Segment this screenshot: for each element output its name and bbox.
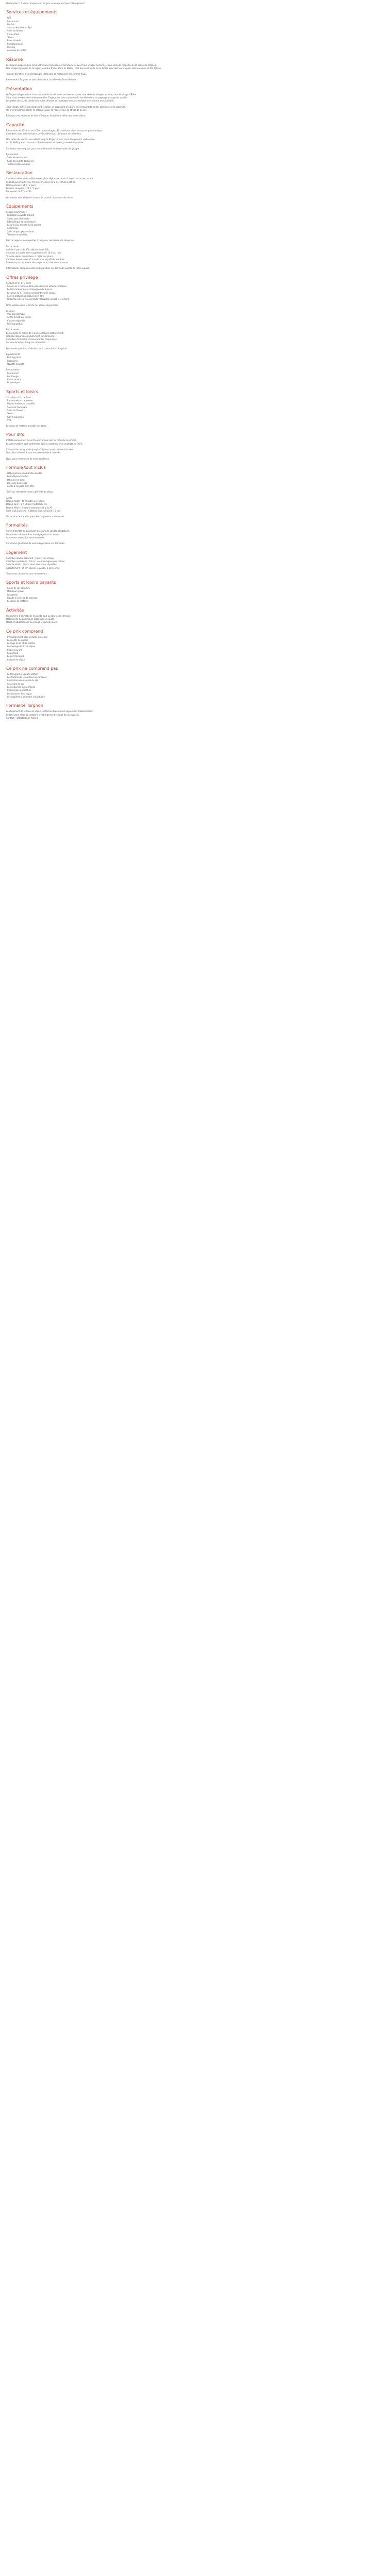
section-title-offres: Offres privilège [6,275,38,280]
list-item: La taxe de séjour [7,658,25,661]
paragraph: L'annulation est gratuite jusqu'à 30 jours avant la date d'arrivée. [6,448,74,451]
paragraph-note: Conditions générales de vente disponibles sur demande. [6,542,65,545]
section-title-services: Services et équipements [6,10,58,15]
list-item: Piscine [7,23,14,26]
list-item: Bibliothèque et coin lecture [7,220,36,223]
list-item: Parapente [7,593,18,596]
intro-description: Description fr à venir composteur / Ce prix ne comprend pas l'hébergement [6,2,85,5]
list-item: Moniteurs privés [7,590,25,593]
paragraph: Chambres avec salle de bains privée, télévision, téléphone et coffre-fort. [6,132,82,135]
list-item: Parking privé [7,356,21,359]
list-item: Cuisine régionale [7,319,25,322]
list-item: Petit-déjeuner buffet [7,475,29,478]
list-item: Bagagerie [7,359,18,362]
section-title-restauration: Restauration [6,171,32,176]
list-item: Parking [7,45,15,48]
list-item: Déjeuner et dîner [7,478,26,481]
paragraph-note: Tarifs sur demande selon la période de séjour. [6,490,54,494]
list-item: Le ménage de fin de séjour [7,645,36,648]
section-title-sports-payants: Sports et loisirs payants [6,580,56,585]
paragraph: Depuis Turin : 1 h 30 par l'autoroute A5. [6,503,48,506]
paragraph-note: Location de matériel possible sur place. [6,425,47,428]
list-item: Vue panoramique [7,313,26,316]
list-item: Restaurant [7,20,19,23]
paragraph: Une pièce d'identité vous sera demandée à l'arrivée. [6,451,61,454]
paragraph: Depuis Milan : 2 h par l'autoroute A4 puis A5. [6,506,53,509]
list-item: Terrasse ensoleillée [7,233,28,236]
section-title-pour-info: Pour info [6,432,25,437]
list-item: Entrée gratuite à l'espace bien-être. [7,294,45,297]
paragraph: Espaces communs : [6,210,27,213]
list-item: Les boissons hors repas [7,692,32,695]
list-item: Tennis [7,412,14,415]
paragraph-note: Les menus sont élaborés à partir de produits locaux et de saison. [6,196,74,199]
list-item: Les petits-déjeuners [7,638,28,641]
paragraph: Torgnon bénéficie d'un climat alpin idéal pour se ressourcer été comme hiver. [6,73,87,76]
paragraph-note: Prêt de luges et de raquettes à neige sur demande à la réception. [6,239,75,242]
paragraph-note: Contactez notre équipe pour toute demande de réservation de groupe. [6,147,80,150]
list-item: Les forfaits de remontées mécaniques [7,676,47,679]
paragraph: Assurance annulation recommandée. [6,536,45,539]
list-item: Location de matériel [7,600,29,603]
section-title-ce-prix-not: Ce prix ne comprend pas [6,666,58,671]
sub-heading: Épuisement [6,153,19,156]
list-item: Restaurant [7,371,19,375]
list-item: Le prêt de luges [7,655,24,658]
list-item: Salle de restaurant [7,156,27,159]
list-item: L'assurance annulation [7,689,31,692]
list-item: Réduction de 15 % pour toute réservation avant le 31 mars. [7,298,70,301]
paragraph-note: Un service de transfert peut être organisé sur demande. [6,515,65,518]
paragraph: Accès Wi-Fi gratuit dans tout l'établissement et parking couvert disponible. [6,141,84,144]
list-item: Salle de fitness [7,409,23,412]
list-item: Les dépenses personnelles [7,686,35,689]
list-item: VTT [7,418,11,421]
list-item: Séjour de 7 nuits en demi-pension avec activités incluses. [7,285,68,288]
paragraph: Chambre supérieure : 24 m², vue montagne avec balcon. [6,560,66,563]
list-item: Location de VTT incluse pendant tout le séjour. [7,291,56,294]
list-item: Le parking [7,652,19,654]
paragraph: Appartement : 55 m², cuisine équipée, 6 personnes. [6,566,60,569]
list-item: Tennis [7,36,14,39]
paragraph: Demi-pension : 54 € / 2 pers. [6,183,37,187]
paragraph: Animaux acceptés avec supplément de 10 € par nuit. [6,251,62,255]
list-item: Le supplément chambre individuelle [7,695,45,698]
list-item: Salle des petits déjeuners [7,159,34,162]
paragraph: Nos salles de réunion accueillent jusqu'à 80 personnes, avec équipement audiovisuel. [6,138,95,141]
section-title-presentation: Présentation [6,86,32,91]
paragraph: Les réservations sont confirmées après versement d'un acompte de 30 %. [6,442,84,445]
list-item: Sauna et hammam [7,405,27,409]
list-item: Le linge de lit et de toilette [7,642,36,645]
list-item: L'accès au wifi [7,648,23,651]
list-item: Réception ouverte 24h/24 [7,214,35,217]
paragraph: Le règlement de la taxe de séjour s'effectue directement auprès de l'établissement. [6,710,93,713]
list-item: Pique-nique [7,381,20,384]
paragraph: Trois villages différents composent Torgnon, et proposent des bars, des restaurants et des commerces de proximité. [6,105,126,108]
paragraph: Taxe de séjour non incluse, à régler sur place. [6,255,54,258]
section-title-logement: Logement [6,550,27,555]
paragraph: Programme d'animations en soirée tout au long de la semaine. [6,614,72,617]
list-item: Salle de jeux pour enfants [7,230,35,233]
paragraph: Le Torgnon dispose d'un riche patrimoine historique et architectural avec trois villages anciens, et une série de chapelles de la vallée de Torgnon. [6,63,157,66]
paragraph: Le Torgnon dispose d'un riche patrimoine historique et architectural avec une série de villages anciens, dont le village d'Étirol. [6,93,137,96]
section-title-formule: Formule tout inclus [6,465,46,470]
paragraph: Pension complète : 78 € / 2 pers. [6,187,40,190]
section-title-formalite-torgnon: Formalité Torgnon [6,703,43,708]
paragraph: Suite familiale : 40 m², deux chambres séparées. [6,563,57,566]
list-item: Wifi [7,16,11,20]
paragraph: Situé dans le cœur de la Valtournenche, Torgnon est une station de ski familiale dans un paysage à couper le souffle. [6,96,127,99]
list-item: Cours de ski collectifs [7,587,30,590]
list-item: Stationnement [7,42,23,45]
list-item: Balade en chiens de traîneau [7,597,38,600]
paragraph: Les enfants de moins de 3 ans sont logés gratuitement. [6,331,64,334]
list-item: Le transport jusqu'à la station [7,672,38,675]
paragraph: Cuisine traditionnelle valdôtaine et plats régionaux servis chaque soir au restaurant. [6,177,94,180]
paragraph: Chambres familiales communicantes disponibles. [6,338,58,341]
list-item: La location de matériel de ski [7,679,38,682]
sub-heading: Bon à savoir [6,328,19,331]
list-item: Terrasse panoramique [7,162,30,165]
list-item: Ascenseur [7,227,18,230]
section-title-sport: Sports et loisirs [6,389,38,394]
paragraph: Découverte du patrimoine local avec un guide. [6,617,55,620]
sub-heading: Bon à savoir [6,245,19,248]
paragraph-note: Réservez vos vacances d'hiver à Torgnon, le domaine idéal pour votre séjour. [6,114,86,117]
section-title-ce-prix: Ce prix comprend [6,629,43,634]
list-item: Blanchisserie [7,39,21,42]
sub-heading: Restauration [6,368,20,371]
paragraph: Service de baby-sitting sur réservation. [6,341,47,344]
paragraph: Des villages typiques de la région, comme Triatel, Ronc et Mazod, sont des centres de la vie locale avec des fours à pain, des fontaines et des églises. [6,66,162,70]
paragraph: Rénovation de 1250 m² en 2010, quatre étages, 36 chambres et un restaurant panoramique. [6,129,103,132]
paragraph: Le tarif varie selon la catégorie d'hébergement et l'âge des occupants. [6,713,79,716]
services-list [6,16,385,52]
paragraph: Bar ouvert de 17h à 23h. [6,190,32,193]
list-item: Sauna - Hammam - Spa [7,26,32,29]
paragraph-note: Informations complémentaires disponibles sur demande auprès de notre équipe. [6,267,90,270]
section-title-activites: Activités [6,607,24,613]
list-item: Parking gratuit [7,323,23,325]
list-item: Boissons aux repas [7,481,27,484]
paragraph-note: Bienvenue à Torgnon, et bon séjour dans la vallée du Grand-Paradis ! [6,78,78,81]
paragraph: Arrivée à partir de 15h, départ avant 10h. [6,248,50,251]
section-title-resume: Résumé [6,57,23,62]
paragraph: Carte d'identité ou passeport en cours de validité obligatoire. [6,530,70,533]
paragraph: Marché hebdomadaire au village le samedi matin. [6,621,58,624]
list-item: Club enfant [7,32,20,36]
list-item: Navette gratuite [7,362,25,365]
list-item: Golf à proximité [7,415,24,418]
paragraph-note: Contact : info@torgnon-hotel.it [6,716,39,719]
paragraph: L'établissement est ouvert toute l'année sauf au mois de novembre. [6,439,77,442]
list-item: Les cours de ski [7,682,24,685]
paragraph: Chambre double standard : 18 m², vue village. [6,556,55,560]
paragraph-note: Nous vous remercions de votre confiance. [6,457,50,460]
list-item: Salon avec cheminée [7,217,29,220]
sub-heading: Équipements [6,353,20,356]
paragraph-note: Toutes nos chambres sont non-fumeurs. [6,572,48,575]
list-item: Randonnée en raquettes [7,399,33,402]
paragraph: Un environnement calme et préservé pour se reposer loin du stress de la ville. [6,108,88,111]
sub-heading: Accès [6,496,12,499]
paragraph: Cautions demandées à l'arrivée pour le prêt de matériel. [6,258,65,261]
list-item: Piscine intérieure chauffée [7,402,35,405]
paragraph: Lit bébé disponible gratuitement sur demande. [6,334,55,337]
paragraph: Gare la plus proche : Châtillon-Saint-Vincent (15 km). [6,509,61,512]
list-item: Ski alpin et ski de fond [7,396,31,399]
section-title-formalites: Formalités [6,523,28,528]
list-item: Local à skis chauffé avec casiers [7,224,41,227]
paragraph: Les mineurs doivent être accompagnés d'un adulte. [6,533,60,536]
list-item: Hébergement en chambre double [7,471,42,474]
paragraph: Depuis Aoste : 45 minutes en voiture. [6,499,45,502]
list-item: Accès à l'espace bien-être [7,485,35,488]
sub-heading: Les plus [6,309,15,312]
list-item: Bar lounge [7,375,19,378]
section-title-equipements: Équipements [6,204,34,209]
section-title-capacite: Capacité [6,122,25,127]
list-item: Accès direct aux pistes [7,316,31,319]
paragraph: Petit-déjeuner buffet de 7h30 à 10h, dîner servi de 19h30 à 21h30. [6,180,76,183]
paragraph-note: Offre valable dans la limite des places disponibles. [6,303,59,307]
paragraph-note: Pour toute question, n'hésitez pas à contacter la réception. [6,347,68,350]
list-item: Animaux acceptés [7,49,26,52]
list-item: Salle de fitness [7,29,23,32]
paragraph: Paiement par carte bancaire, espèces ou chèques vacances. [6,261,69,264]
paragraph: SÉJOUR ACTIF ÉTÉ 2019 [6,281,31,284]
list-item: Room service [7,378,21,381]
document-page [0,0,391,725]
list-item: Forfait randonnée accompagnée de 3 jours. [7,288,53,291]
list-item: L'hébergement pour la durée du séjour [7,635,48,638]
paragraph: Les pistes de ski, de randonnée et les sentiers de montagne sont accessibles directement depuis l'hôtel. [6,99,115,103]
